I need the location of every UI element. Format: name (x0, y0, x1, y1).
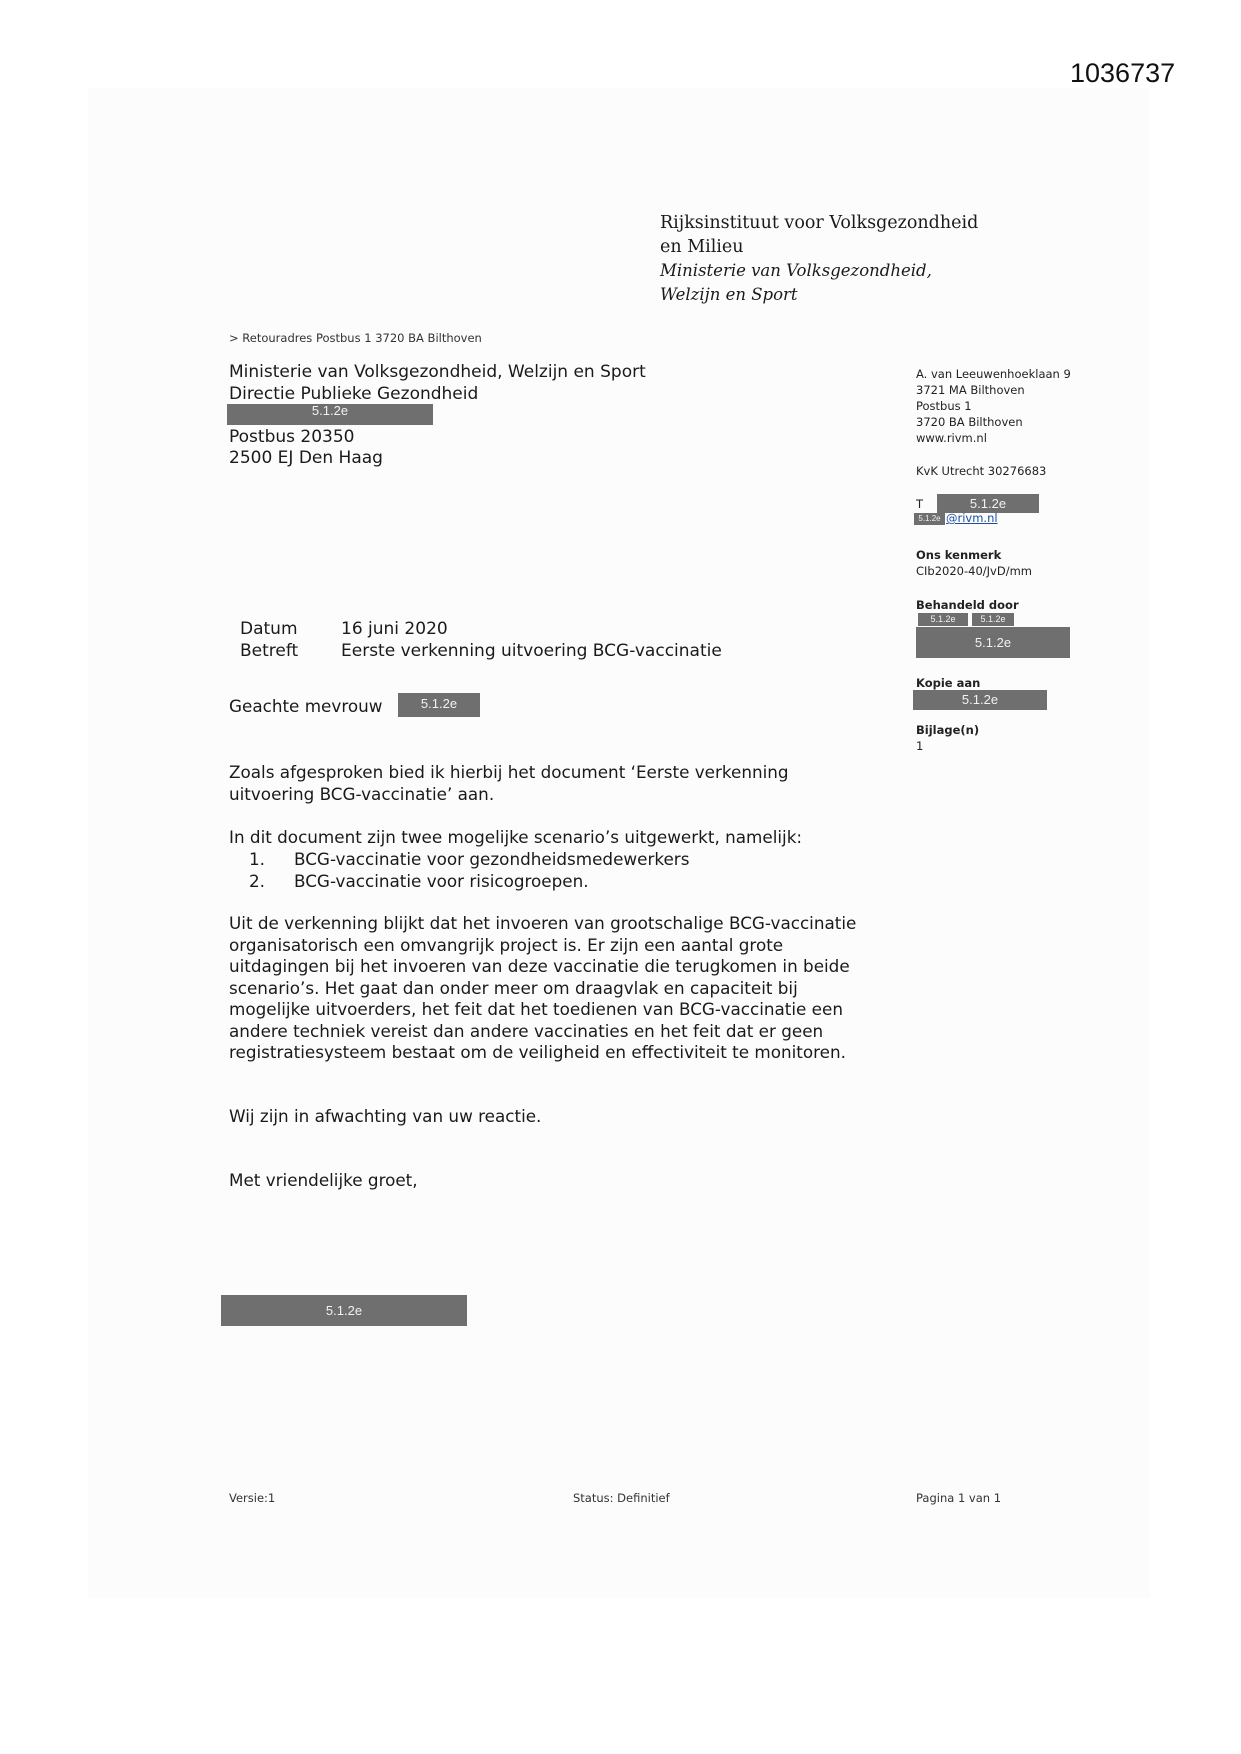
recipient-redaction: 5.1.2e (227, 404, 433, 425)
sidebar-address-line: 3721 MA Bilthoven (916, 383, 1025, 397)
sidebar-kvk: KvK Utrecht 30276683 (916, 464, 1047, 478)
footer-status: Status: Definitief (573, 1491, 670, 1505)
list-item-text: BCG-vaccinatie voor risicogroepen. (294, 870, 589, 891)
ons-kenmerk-label: Ons kenmerk (916, 548, 1002, 562)
letterhead (660, 212, 978, 306)
paragraph-1-line: Zoals afgesproken bied ik hierbij het document ‘Eerste verkenning (229, 762, 789, 782)
recipient-line-1: Ministerie van Volksgezondheid, Welzijn en Sport (229, 362, 646, 382)
list-item (229, 871, 689, 893)
bijlage-label: Bijlage(n) (916, 723, 980, 737)
list-item-number: 1. (248, 849, 265, 869)
salutation: Geachte mevrouw (229, 696, 383, 716)
bijlage (916, 722, 979, 754)
datum-value: 16 juni 2020 (341, 619, 448, 639)
paragraph-3-line: scenario’s. Het gaat dan onder meer om draagvlak en capaciteit bij (229, 977, 798, 998)
sidebar-address-line: Postbus 1 (916, 399, 972, 413)
paragraph-3-line: uitdagingen bij het invoeren van deze vaccinatie die terugkomen in beide (229, 956, 850, 976)
behandeld-label-wrap (916, 597, 1019, 613)
letterhead-line-4: Welzijn en Sport (660, 284, 798, 304)
recipient-line-2: Directie Publieke Gezondheid (229, 383, 479, 404)
sidebar-website: www.rivm.nl (916, 431, 987, 445)
recipient-line-5: 2500 EJ Den Haag (229, 448, 383, 468)
datum-label: Datum (240, 619, 298, 639)
email-link[interactable]: @rivm.nl (946, 511, 998, 525)
ons-kenmerk-value: CIb2020-40/JvD/mm (916, 564, 1032, 578)
kopie-label-wrap (916, 675, 980, 691)
document-number: 1036737 (1070, 58, 1176, 88)
letterhead-line-3: Ministerie van Volksgezondheid, (660, 261, 932, 280)
sidebar-address (916, 366, 1071, 446)
closing: Met vriendelijke groet, (229, 1170, 418, 1190)
email-redaction: 5.1.2e (914, 513, 945, 525)
paragraph-3-line: mogelijke uitvoerders, het feit dat het toedienen van BCG-vaccinatie een (229, 999, 843, 1019)
signature-redaction: 5.1.2e (221, 1295, 467, 1326)
ons-kenmerk (916, 547, 1032, 579)
letterhead-line-1: Rijksinstituut voor Volksgezondheid (660, 213, 979, 233)
betreft-value: Eerste verkenning uitvoering BCG-vaccinatie (341, 640, 722, 661)
footer-page: Pagina 1 van 1 (916, 1491, 1002, 1505)
paragraph-4: Wij zijn in afwachting van uw reactie. (229, 1106, 542, 1126)
bijlage-value: 1 (916, 739, 924, 753)
kopie-redaction: 5.1.2e (913, 690, 1047, 710)
scenario-list (229, 849, 689, 892)
behandeld-label: Behandeld door (916, 598, 1019, 612)
sidebar-address-line: 3720 BA Bilthoven (916, 415, 1023, 429)
list-item-text: BCG-vaccinatie voor gezondheidsmedewerkers (294, 849, 690, 869)
behandeld-redaction-b: 5.1.2e (972, 613, 1014, 626)
behandeld-redaction-a: 5.1.2e (918, 613, 968, 626)
return-address: > Retouradres Postbus 1 3720 BA Bilthoven (229, 331, 482, 345)
behandeld-redaction-c: 5.1.2e (916, 627, 1070, 658)
phone-redaction: 5.1.2e (937, 494, 1039, 513)
betreft-label: Betreft (240, 640, 299, 661)
footer-version: Versie:1 (229, 1491, 276, 1505)
list-item-number: 2. (248, 870, 265, 891)
letter-meta (240, 619, 722, 662)
paragraph-1 (229, 762, 789, 805)
kopie-label: Kopie aan (916, 676, 981, 690)
salutation-redaction: 5.1.2e (398, 693, 480, 717)
sidebar-address-line: A. van Leeuwenhoeklaan 9 (916, 367, 1071, 381)
paragraph-3-line: Uit de verkenning blijkt dat het invoeren van grootschalige BCG-vaccinatie (229, 913, 857, 933)
letterhead-line-2: en Milieu (660, 236, 744, 257)
paragraph-2-intro: In dit document zijn twee mogelijke scenario’s uitgewerkt, namelijk: (229, 827, 803, 847)
paragraph-3-line: registratiesysteem bestaat om de veiligheid en effectiviteit te monitoren. (229, 1042, 846, 1062)
paragraph-3 (229, 913, 856, 1064)
recipient-line-4: Postbus 20350 (229, 426, 355, 447)
paragraph-1-line: uitvoering BCG-vaccinatie’ aan. (229, 783, 495, 804)
paragraph-3-line: organisatorisch een omvangrijk project is. Er zijn een aantal grote (229, 934, 784, 955)
paragraph-3-line: andere techniek vereist dan andere vaccinaties en het feit dat er geen (229, 1020, 824, 1041)
sidebar-phone-label: T (916, 497, 924, 511)
list-item (229, 849, 689, 871)
